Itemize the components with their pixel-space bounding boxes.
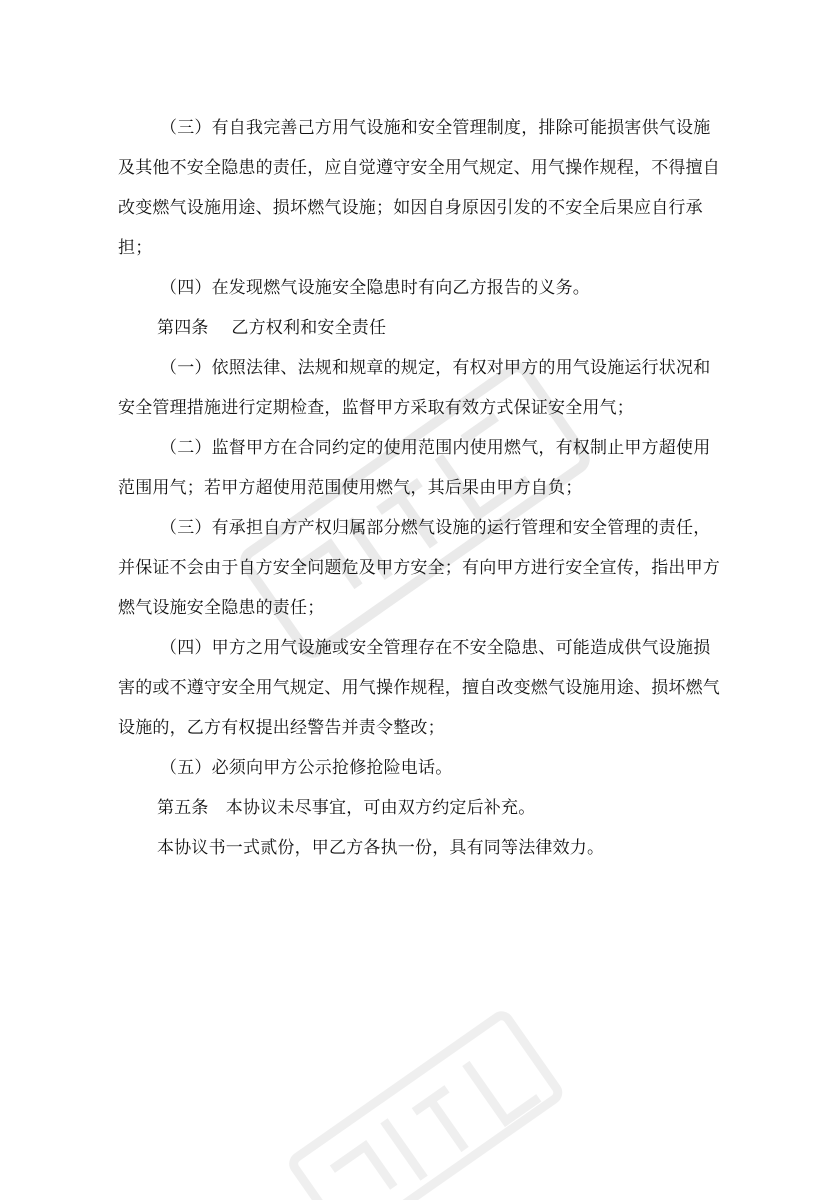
watermark-stamp-bottom-icon	[260, 960, 580, 1200]
paragraph-b1-inspection: （一）依照法律、法规和规章的规定，有权对甲方的用气设施运行状况和安全管理措施进行定期检查，监督甲方采取有效方式保证安全用气；	[118, 358, 711, 418]
article-5-supplement: 第五条 本协议未尽事宜，可由双方约定后补充。	[157, 798, 536, 818]
paragraph-b4-rectification: （四）甲方之用气设施或安全管理存在不安全隐患、可能造成供气设施损害的或不遵守安全用气规定、用气操作规程，擅自改变燃气设施用途、损坏燃气设施的，乙方有权提出经警告并责令整改；	[118, 638, 720, 738]
paragraph-b3-management-responsibility: （三）有承担自方产权归属部分燃气设施的运行管理和安全管理的责任，并保证不会由于自方安全问题危及甲方安全；有向甲方进行安全宣传，指出甲方燃气设施安全隐患的责任；	[118, 518, 720, 618]
paragraph-b5-emergency-phone: （五）必须向甲方公示抢修抢险电话。	[160, 758, 453, 778]
document-body	[118, 108, 720, 868]
paragraph-b2-supervision: （二）监督甲方在合同约定的使用范围内使用燃气，有权制止甲方超使用范围用气；若甲方超使用范围使用燃气，其后果由甲方自负；	[118, 438, 711, 498]
paragraph-3-self-improvement: （三）有自我完善己方用气设施和安全管理制度，排除可能损害供气设施及其他不安全隐患的责任，应自觉遵守安全用气规定、用气操作规程，不得擅自改变燃气设施用途、损坏燃气设施；如因自身原因引发的不安全后果应自行承担；	[118, 118, 720, 258]
paragraph-4-report-duty: （四）在发现燃气设施安全隐患时有向乙方报告的义务。	[160, 278, 590, 298]
closing-statement: 本协议书一式贰份，甲乙方各执一份，具有同等法律效力。	[157, 838, 605, 858]
article-4-heading: 第四条 乙方权利和安全责任	[157, 318, 387, 338]
